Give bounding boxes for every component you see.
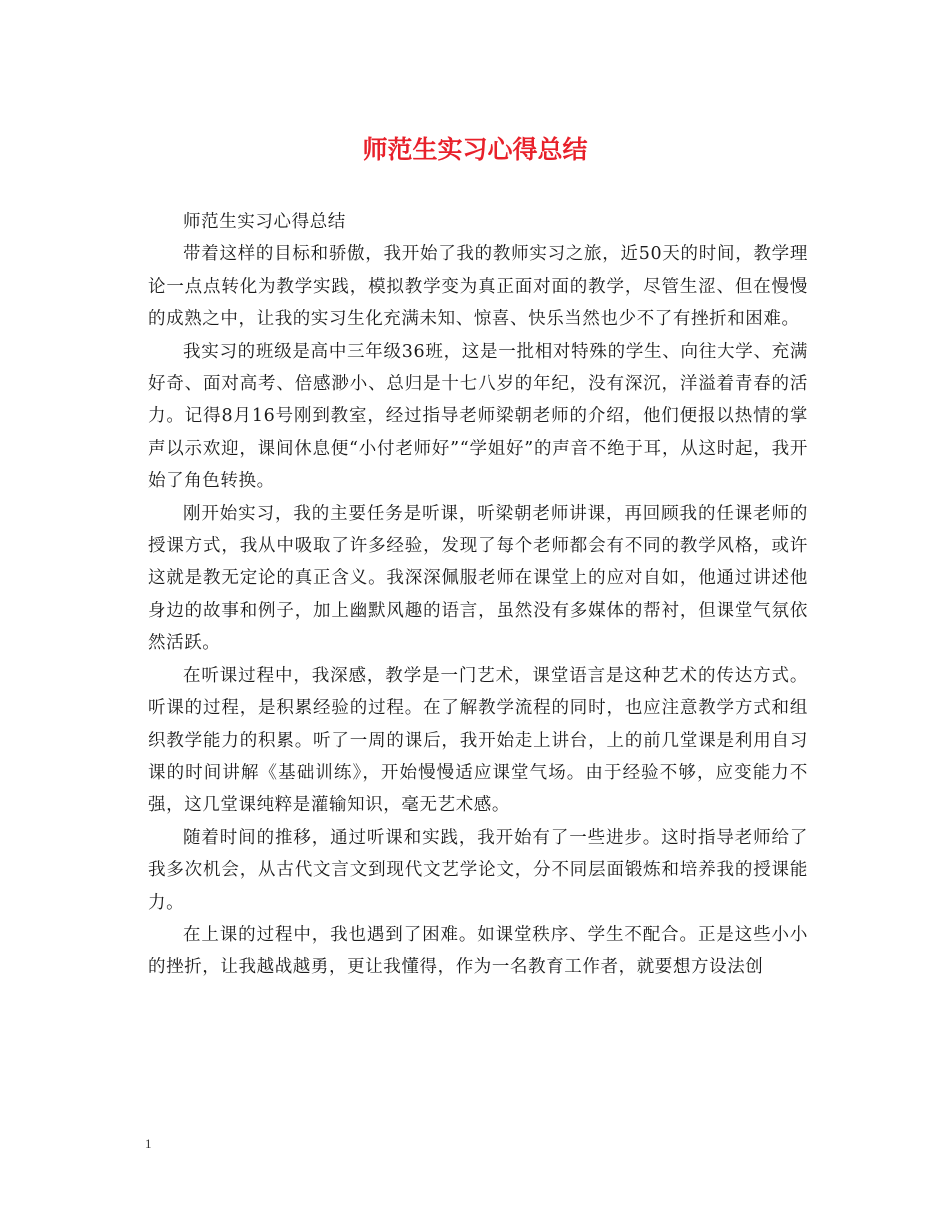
paragraph: 在上课的过程中，我也遇到了困难。如课堂秩序、学生不配合。正是这些小小的挫折，让我越战越勇，更让我懂得，作为一名教育工作者，就要想方设法创: [148, 924, 808, 978]
document-title: 师范生实习心得总结: [362, 135, 588, 164]
paragraph: 随着时间的推移，通过听课和实践，我开始有了一些进步。这时指导老师给了我多次机会，从古代文言文到现代文艺学论文，分不同层面锻炼和培养我的授课能力。: [148, 827, 808, 913]
paragraph: 刚开始实习，我的主要任务是听课，听梁朝老师讲课，再回顾我的任课老师的授课方式，我从中吸取了许多经验，发现了每个老师都会有不同的教学风格，或许这就是教无定论的真正含义。我深深佩服老师在课堂上的应对自如，他通过讲述他身边的故事和例子，加上幽默风趣的语言，虽然没有多媒体的帮衬，但课堂气氛依然活跃。: [148, 503, 808, 654]
paragraph: 带着这样的目标和骄傲，我开始了我的教师实习之旅，近50天的时间，教学理论一点点转化为教学实践，模拟教学变为真正面对面的教学，尽管生涩、但在慢慢的成熟之中，让我的实习生化充满未知、惊喜、快乐当然也少不了有挫折和困难。: [148, 244, 808, 330]
page-number: 1: [145, 1136, 152, 1151]
paragraph: 我实习的班级是高中三年级36班，这是一批相对特殊的学生、向往大学、充满好奇、面对高考、倍感渺小、总归是十七八岁的年纪，没有深沉，洋溢着青春的活力。记得8月16号刚到教室，经过指导老师梁朝老师的介绍，他们便报以热情的掌声以示欢迎，课间休息便“小付老师好”“学姐好”的声音不绝于耳，从这时起，我开始了角色转换。: [148, 341, 808, 492]
paragraph: 在听课过程中，我深感，教学是一门艺术，课堂语言是这种艺术的传达方式。听课的过程，是积累经验的过程。在了解教学流程的同时，也应注意教学方式和组织教学能力的积累。听了一周的课后，我开始走上讲台，上的前几堂课是利用自习课的时间讲解《基础训练》，开始慢慢适应课堂气场。由于经验不够，应变能力不强，这几堂课纯粹是灌输知识，毫无艺术感。: [148, 665, 808, 816]
paragraph-subtitle: 师范生实习心得总结: [183, 212, 346, 232]
document-body: [148, 206, 808, 984]
